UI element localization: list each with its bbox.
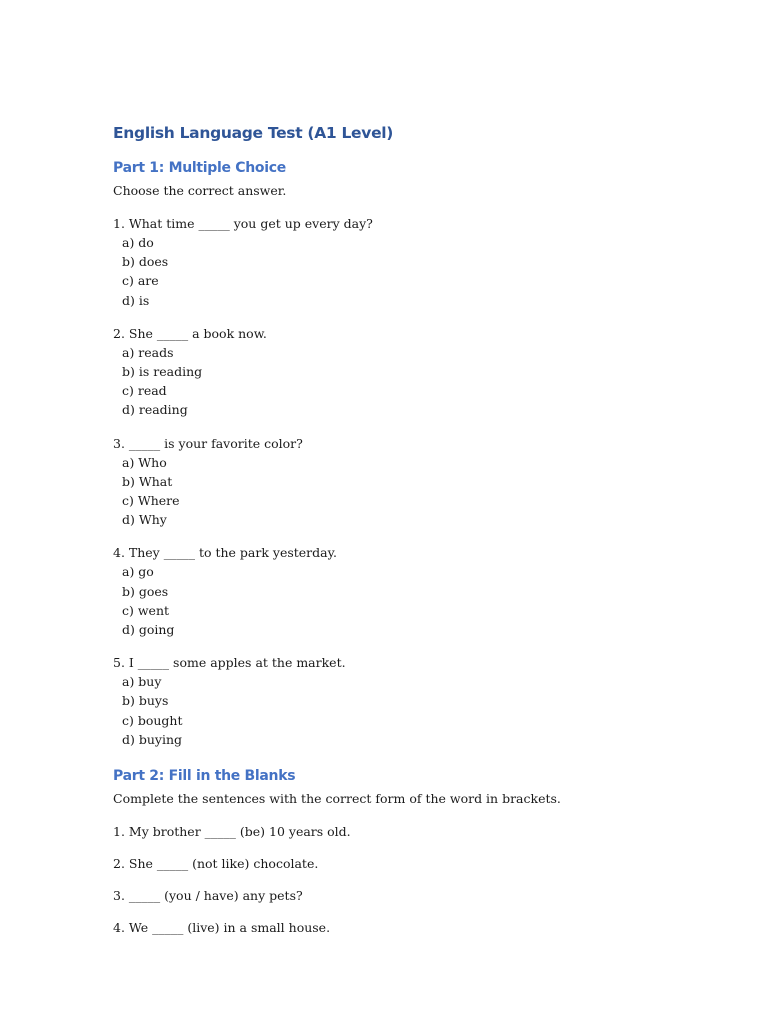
mc-question [113, 543, 673, 639]
question-text: 3. _____ is your favorite color? [113, 435, 303, 451]
answer-option: a) reads [122, 344, 174, 360]
question-text: 1. What time _____ you get up every day? [113, 216, 373, 231]
answer-option: c) went [122, 602, 170, 618]
fill-blank-question: 2. She _____ (not like) chocolate. [113, 856, 319, 872]
answer-option: d) buying [122, 731, 183, 747]
part2-instruction: Complete the sentences with the correct form of the word in brackets. [113, 791, 561, 807]
answer-option: a) buy [122, 674, 162, 690]
answer-option: a) do [122, 235, 154, 250]
answer-option: a) go [122, 564, 154, 580]
answer-option: b) goes [122, 583, 169, 599]
mc-question [113, 324, 673, 420]
fill-blank-question: 1. My brother _____ (be) 10 years old. [113, 824, 351, 840]
answer-option: d) is [122, 292, 150, 308]
answer-option: c) bought [122, 712, 183, 728]
part2-heading: Part 2: Fill in the Blanks [113, 768, 296, 785]
question-text: 5. I _____ some apples at the market. [113, 655, 346, 671]
question-text: 2. She _____ a book now. [113, 325, 267, 341]
document-title: English Language Test (A1 Level) [113, 124, 394, 142]
question-text: 4. They _____ to the park yesterday. [113, 545, 337, 561]
answer-option: c) are [122, 273, 159, 289]
answer-option: d) reading [122, 402, 188, 418]
part1-instruction: Choose the correct answer. [113, 183, 287, 198]
answer-option: b) does [122, 254, 169, 270]
answer-option: b) buys [122, 693, 169, 709]
part2-section [113, 768, 673, 937]
part1-section [113, 160, 673, 749]
mc-question [113, 653, 673, 749]
answer-option: c) read [122, 383, 167, 399]
answer-option: d) going [122, 622, 175, 638]
fill-blank-question: 4. We _____ (live) in a small house. [113, 920, 331, 936]
answer-option: d) Why [122, 512, 167, 528]
part1-heading: Part 1: Multiple Choice [113, 160, 286, 176]
fill-blank-question: 3. _____ (you / have) any pets? [113, 888, 303, 904]
answer-option: c) Where [122, 493, 180, 509]
mc-question [113, 434, 673, 530]
answer-option: a) Who [122, 454, 167, 470]
answer-option: b) is reading [122, 364, 203, 380]
mc-question [113, 214, 673, 310]
document-page [113, 124, 673, 950]
answer-option: b) What [122, 473, 173, 489]
